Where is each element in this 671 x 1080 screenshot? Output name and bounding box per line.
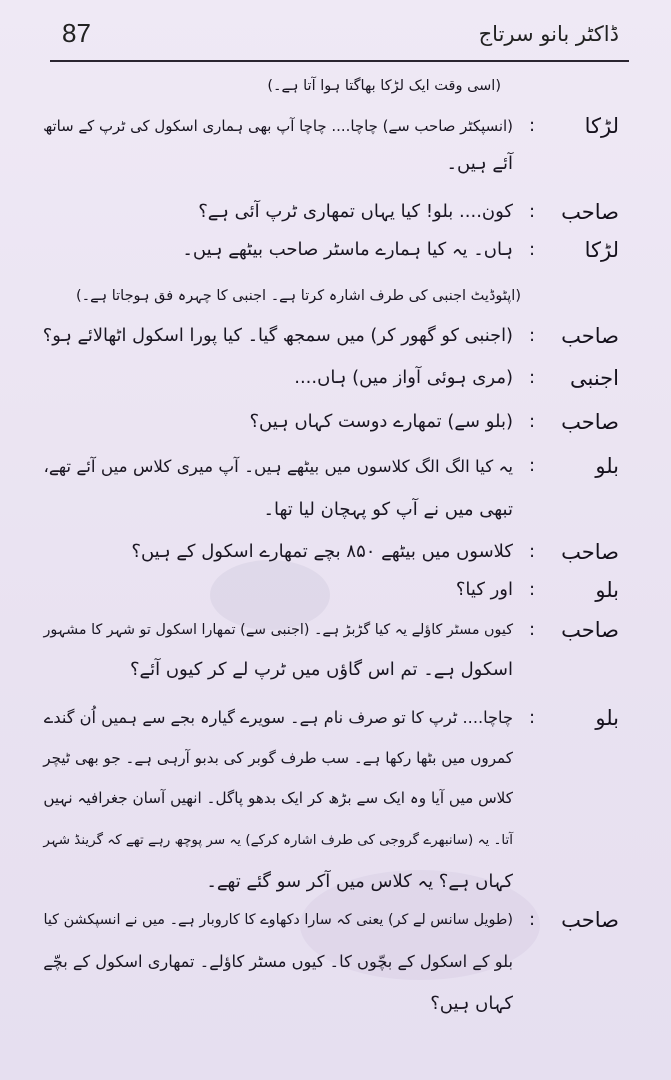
speaker-name: صاحب [561,908,619,932]
header-divider [50,60,629,62]
speaker-name: صاحب [561,410,619,434]
speaker-colon: : [528,455,536,476]
stage-direction: (اسی وقت ایک لڑکا بھاگتا ہوا آتا ہے۔) [267,78,501,94]
speaker-colon: : [528,707,536,728]
dialogue-line: یہ کیا الگ الگ کلاسوں میں بیٹھے ہیں۔ آپ میری کلاس میں آئے تھے، [43,456,513,476]
speaker-colon: : [528,201,536,222]
dialogue-line: اسکول ہے۔ تم اس گاؤں میں ٹرپ لے کر کیوں آئے؟ [129,659,513,680]
speaker-name: صاحب [561,324,619,348]
speaker-name: لڑکا [584,238,619,262]
speaker-colon: : [528,411,536,432]
speaker-name: بلو [595,706,619,730]
dialogue-line: آتا۔ یہ (سانبھرے گروجی کی طرف اشارہ کرکے) یہ سر پوچھ رہے تھے کہ گرینڈ شہر [43,832,513,848]
dialogue-line: کلاس میں آیا وہ ایک سے بڑھ کر ایک بدھو پاگل۔ انھیں آسان جغرافیہ نہیں [43,789,513,807]
dialogue-line: کہاں ہیں؟ [430,993,513,1014]
speaker-colon: : [528,325,536,346]
running-header-title: ڈاکٹر بانو سرتاج [478,22,619,46]
dialogue-line: تبھی میں نے آپ کو پہچان لیا تھا۔ [263,499,513,520]
speaker-colon: : [528,579,536,600]
speaker-name: بلو [595,454,619,478]
dialogue-line: کیوں مسٹر کاؤلے یہ کیا گڑبڑ ہے۔ (اجنبی سے) تمھارا اسکول تو شہر کا مشہور [43,622,513,638]
dialogue-line: اور کیا؟ [455,579,513,600]
speaker-colon: : [528,541,536,562]
speaker-colon: : [528,909,536,930]
dialogue-line: بلو کے اسکول کے بچّوں کا۔ کیوں مسٹر کاؤلے۔ تمھاری اسکول کے بچّے [43,952,513,971]
dialogue-line: کمروں میں بٹھا رکھا ہے۔ سب طرف گوبر کی بدبو آرہی ہے۔ جو بھی ٹیچر [43,749,513,767]
dialogue-line: چاچا.... ٹرپ کا تو صرف نام ہے۔ سویرے گیارہ بجے سے ہمیں اُن گندے [43,708,513,727]
speaker-colon: : [528,115,536,136]
speaker-colon: : [528,367,536,388]
stage-direction: (اپٹوڈیٹ اجنبی کی طرف اشارہ کرتا ہے۔ اجنبی کا چہرہ فق ہوجاتا ہے۔) [75,288,521,304]
speaker-colon: : [528,239,536,260]
dialogue-line: (مری ہوئی آواز میں) ہاں.... [294,367,513,388]
dialogue-line: (اجنبی کو گھور کر) میں سمجھ گیا۔ کیا پورا اسکول اٹھالائے ہو؟ [42,326,513,346]
speaker-name: اجنبی [570,366,619,390]
dialogue-line: کلاسوں میں بیٹھے ۸۵۰ بچے تمھارے اسکول کے ہیں؟ [131,541,513,562]
dialogue-line: (بلو سے) تمھارے دوست کہاں ہیں؟ [249,411,513,432]
dialogue-line: (طویل سانس لے کر) یعنی کہ سارا دکھاوے کا کاروبار ہے۔ میں نے انسپکشن کیا [43,912,513,928]
dialogue-line: (انسپکٹر صاحب سے) چاچا.... چاچا آپ بھی ہماری اسکول کی ٹرپ کے ساتھ [43,117,513,135]
speaker-name: بلو [595,578,619,602]
speaker-colon: : [528,619,536,640]
dialogue-line: آئے ہیں۔ [446,153,513,174]
page-number: 87 [62,18,91,48]
speaker-name: صاحب [561,618,619,642]
speaker-name: صاحب [561,540,619,564]
dialogue-line: کون.... بلو! کیا یہاں تمھاری ٹرپ آئی ہے؟ [198,201,513,222]
speaker-name: صاحب [561,200,619,224]
speaker-name: لڑکا [584,114,619,138]
dialogue-line: ہاں۔ یہ کیا ہمارے ماسٹر صاحب بیٹھے ہیں۔ [182,239,513,260]
dialogue-line: کہاں ہے؟ یہ کلاس میں آکر سو گئے تھے۔ [206,871,513,892]
